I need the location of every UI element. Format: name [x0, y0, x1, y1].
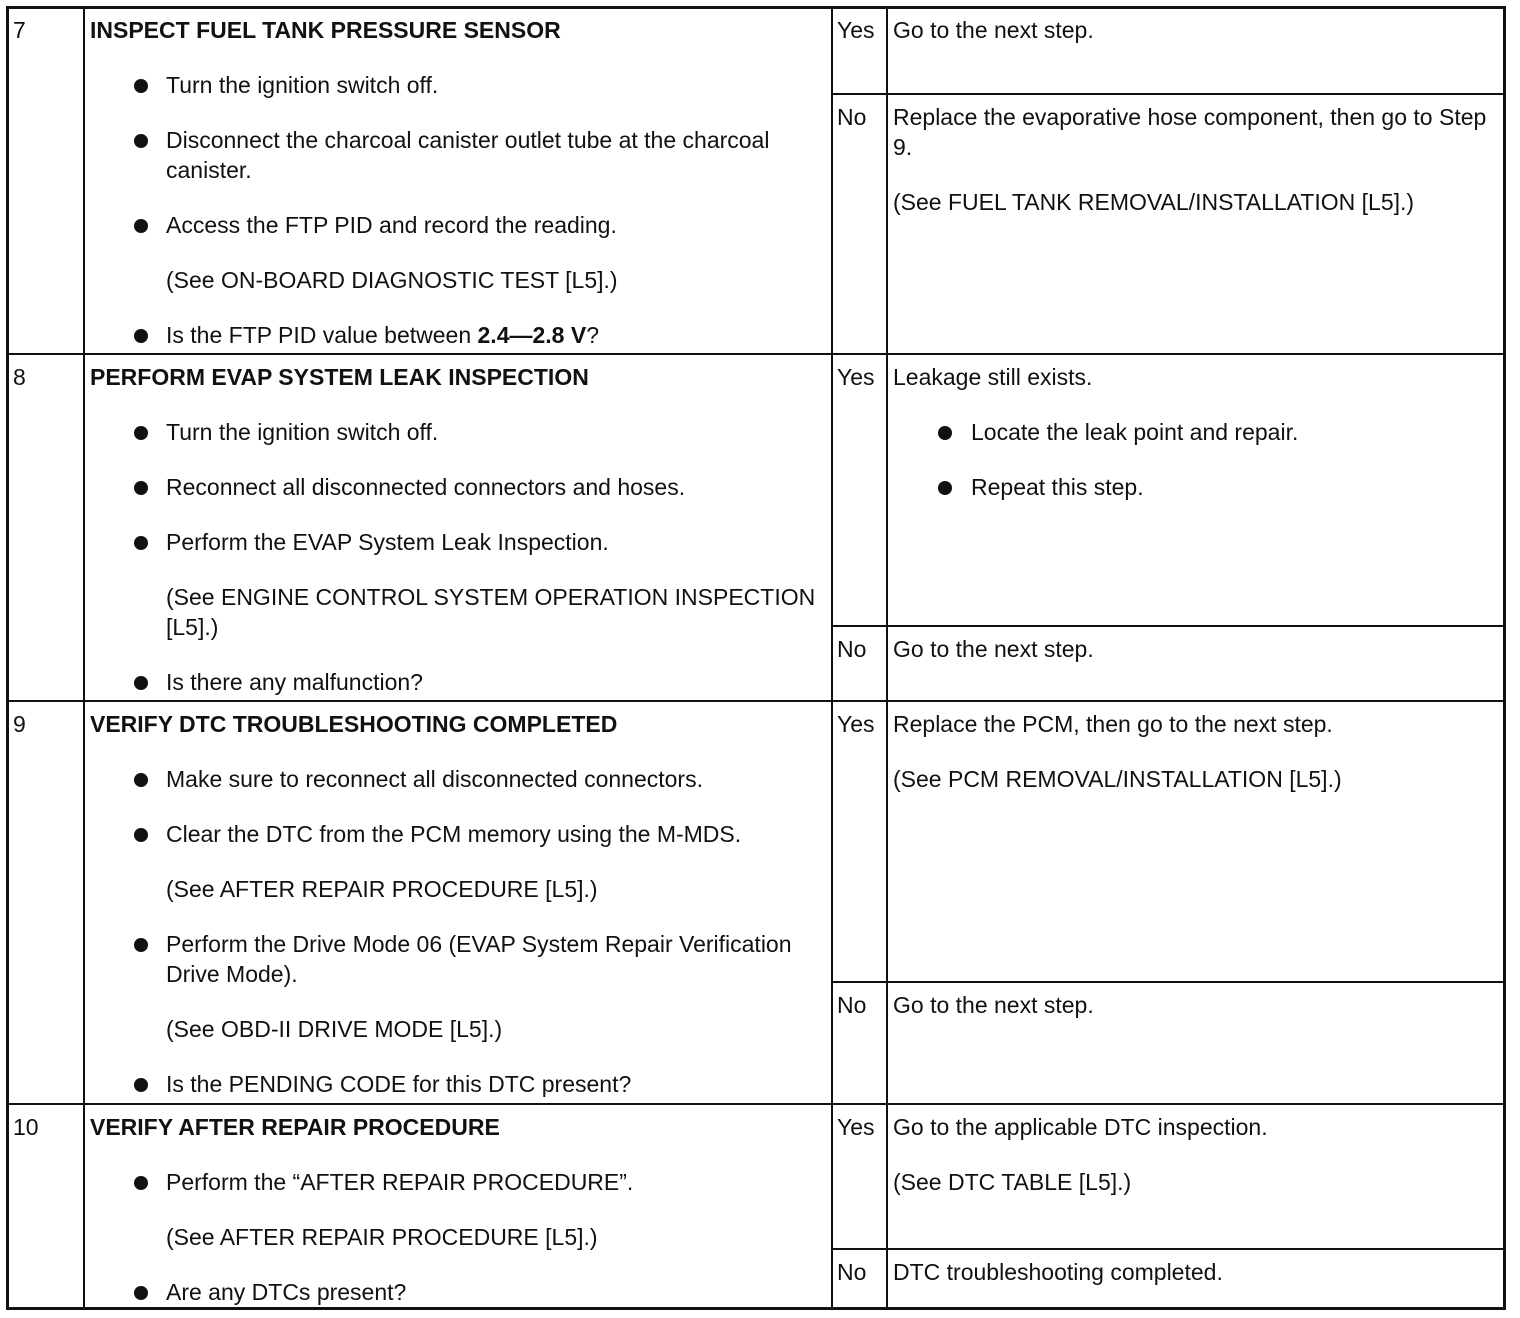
- yes-label: Yes: [837, 364, 875, 390]
- bullet-icon: [134, 828, 148, 842]
- bullet-icon: [134, 426, 148, 440]
- bullet-icon: [938, 426, 952, 440]
- question-bullet: Is the PENDING CODE for this DTC present?: [90, 1069, 820, 1099]
- yes-label: Yes: [837, 17, 875, 43]
- row-divider: [9, 353, 1503, 355]
- action-bullet: Perform the EVAP System Leak Inspection.: [90, 527, 820, 557]
- no-label: No: [837, 104, 867, 130]
- row-divider: [9, 700, 1503, 702]
- action-bullet: Turn the ignition switch off.: [90, 70, 820, 100]
- no-label: No: [837, 1259, 867, 1285]
- bullet-icon: [134, 676, 148, 690]
- action-bullet: Disconnect the charcoal canister outlet tube at the charcoal canister.: [90, 125, 820, 185]
- yes-result-text: Leakage still exists.: [893, 364, 1093, 390]
- no-label: No: [837, 992, 867, 1018]
- reference-note: (See PCM REMOVAL/INSTALLATION [L5].): [893, 766, 1342, 792]
- step-description: [90, 362, 820, 697]
- step-number: 9: [13, 711, 26, 737]
- reference-note: (See ON-BOARD DIAGNOSTIC TEST [L5].): [166, 267, 618, 293]
- action-bullet: Access the FTP PID and record the reading.: [90, 210, 820, 240]
- bullet-icon: [134, 79, 148, 93]
- step-number: 10: [13, 1114, 39, 1140]
- reference-note: (See AFTER REPAIR PROCEDURE [L5].): [166, 876, 598, 902]
- bullet-icon: [134, 1176, 148, 1190]
- step-title: INSPECT FUEL TANK PRESSURE SENSOR: [90, 17, 561, 43]
- action-bullet: Make sure to reconnect all disconnected connectors.: [90, 764, 820, 794]
- column-divider: [831, 9, 833, 1307]
- no-result: Go to the next step.: [893, 636, 1094, 662]
- action-bullet: Repeat this step.: [893, 472, 1503, 502]
- step-title: VERIFY DTC TROUBLESHOOTING COMPLETED: [90, 711, 618, 737]
- yes-no-divider: [831, 981, 1503, 983]
- spec-value: 2.4—2.8 V: [477, 322, 587, 348]
- bullet-icon: [134, 329, 148, 343]
- no-label: No: [837, 636, 867, 662]
- bullet-icon: [134, 773, 148, 787]
- bullet-icon: [134, 536, 148, 550]
- step-title: VERIFY AFTER REPAIR PROCEDURE: [90, 1114, 500, 1140]
- yes-label: Yes: [837, 711, 875, 737]
- reference-note: (See DTC TABLE [L5].): [893, 1169, 1132, 1195]
- step-description: [90, 709, 820, 1099]
- yes-result: [893, 709, 1503, 794]
- step-description: [90, 1112, 820, 1307]
- bullet-icon: [134, 938, 148, 952]
- bullet-icon: [134, 1078, 148, 1092]
- question-bullet: Are any DTCs present?: [90, 1277, 820, 1307]
- action-bullet: Locate the leak point and repair.: [893, 417, 1503, 447]
- reference-note: (See OBD-II DRIVE MODE [L5].): [166, 1016, 503, 1042]
- bullet-icon: [938, 481, 952, 495]
- action-bullet: Reconnect all disconnected connectors and hoses.: [90, 472, 820, 502]
- bullet-icon: [134, 219, 148, 233]
- yes-label: Yes: [837, 1114, 875, 1140]
- yes-result: [893, 1112, 1503, 1197]
- action-bullet: Perform the “AFTER REPAIR PROCEDURE”.: [90, 1167, 820, 1197]
- bullet-icon: [134, 1286, 148, 1300]
- action-bullet: Clear the DTC from the PCM memory using the M-MDS.: [90, 819, 820, 849]
- no-result: [893, 102, 1503, 217]
- reference-note: (See FUEL TANK REMOVAL/INSTALLATION [L5].): [893, 189, 1415, 215]
- no-result: Go to the next step.: [893, 992, 1094, 1018]
- question-bullet: Is there any malfunction?: [90, 667, 820, 697]
- step-number: 8: [13, 364, 26, 390]
- no-result-text: Replace the evaporative hose component, then go to Step 9.: [893, 104, 1487, 160]
- troubleshooting-table: [6, 6, 1506, 1310]
- column-divider: [83, 9, 85, 1307]
- yes-no-divider: [831, 93, 1503, 95]
- row-divider: [9, 1103, 1503, 1105]
- reference-note: (See AFTER REPAIR PROCEDURE [L5].): [166, 1224, 598, 1250]
- yes-result-text: Replace the PCM, then go to the next step.: [893, 711, 1333, 737]
- step-number: 7: [13, 17, 26, 43]
- yes-no-divider: [831, 1248, 1503, 1250]
- yes-result-text: Go to the applicable DTC inspection.: [893, 1114, 1268, 1140]
- no-result: DTC troubleshooting completed.: [893, 1259, 1223, 1285]
- question-bullet: Is the FTP PID value between 2.4—2.8 V?: [90, 320, 820, 350]
- yes-result: Go to the next step.: [893, 17, 1094, 43]
- bullet-icon: [134, 134, 148, 148]
- bullet-icon: [134, 481, 148, 495]
- action-bullet: Turn the ignition switch off.: [90, 417, 820, 447]
- reference-note: (See ENGINE CONTROL SYSTEM OPERATION INSPECTION [L5].): [166, 584, 816, 640]
- action-bullet: Perform the Drive Mode 06 (EVAP System Repair Verification Drive Mode).: [90, 929, 820, 989]
- step-title: PERFORM EVAP SYSTEM LEAK INSPECTION: [90, 364, 589, 390]
- yes-no-divider: [831, 625, 1503, 627]
- yes-result: [893, 362, 1503, 502]
- step-description: [90, 15, 820, 350]
